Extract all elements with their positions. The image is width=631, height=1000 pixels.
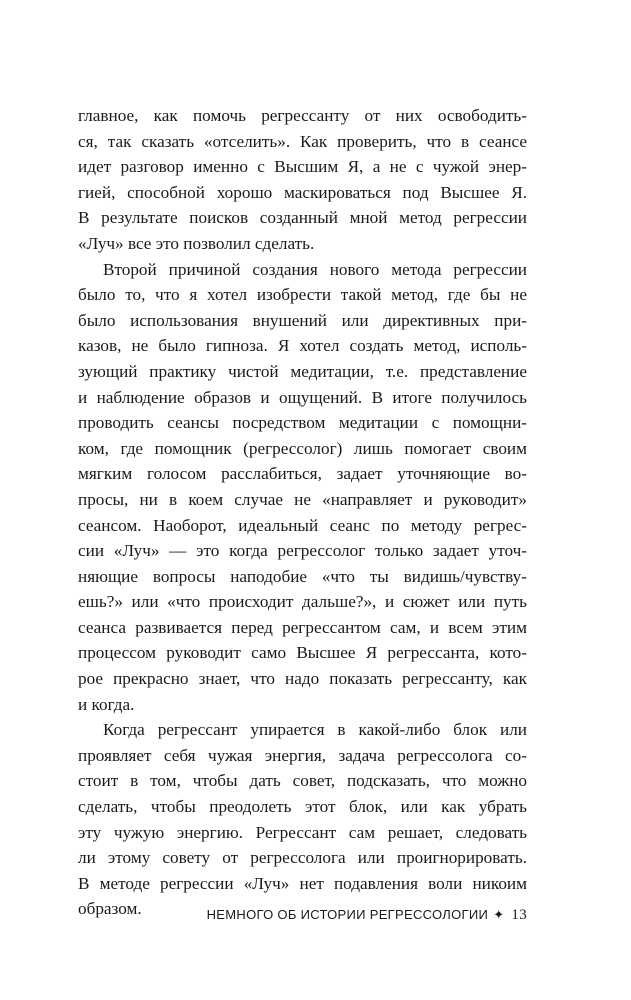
text-line: и когда.	[78, 694, 135, 714]
text-line: рое прекрасно знает, что надо показать регрессанту, как	[78, 669, 527, 689]
text-line: было использования внушений или директивных при-	[78, 310, 527, 330]
text-line: зующий практику чистой медитации, т.е. представление	[78, 361, 527, 381]
text-line: ся, так сказать «отселить». Как проверить, что в сеансе	[78, 131, 527, 151]
text-line: сии «Луч» — это когда регрессолог только задает уточ-	[78, 541, 527, 561]
text-line: идет разговор именно с Высшим Я, а не с чужой энер-	[78, 157, 527, 177]
text-line: было то, что я хотел изобрести такой метод, где бы не	[78, 285, 527, 305]
text-line: проявляет себя чужая энергия, задача регрессолога со-	[78, 745, 527, 765]
text-line: казов, не было гипноза. Я хотел создать метод, исполь-	[78, 336, 527, 356]
ornament-icon: ✦	[493, 907, 505, 922]
text-line: няющие вопросы наподобие «что ты видишь/чувству-	[78, 566, 527, 586]
text-line: гией, способной хорошо маскироваться под Высшее Я.	[78, 182, 527, 202]
text-line: проводить сеансы посредством медитации с помощни-	[78, 413, 527, 433]
text-line: ешь?» или «что происходит дальше?», и сюжет или путь	[78, 592, 527, 612]
text-line: «Луч» все это позволил сделать.	[78, 233, 315, 253]
text-line: Когда регрессант упирается в какой-либо блок или	[103, 720, 527, 740]
body-text	[78, 103, 527, 922]
text-line: стоит в том, чтобы дать совет, подсказать, что можно	[78, 771, 527, 791]
text-line: В методе регрессии «Луч» нет подавления воли никоим	[78, 873, 527, 893]
running-title: НЕМНОГО ОБ ИСТОРИИ РЕГРЕССОЛОГИИ	[206, 907, 489, 922]
text-line: просы, ни в коем случае не «направляет и руководит»	[78, 489, 527, 509]
text-line: сеансом. Наоборот, идеальный сеанс по методу регрес-	[78, 515, 527, 535]
text-line: Второй причиной создания нового метода регрессии	[103, 259, 527, 279]
text-line: ком, где помощник (регрессолог) лишь помогает своим	[78, 438, 527, 458]
text-line: сделать, чтобы преодолеть этот блок, или как убрать	[78, 797, 527, 817]
paragraph	[78, 717, 527, 922]
text-line: главное, как помочь регрессанту от них освободить-	[78, 106, 527, 125]
text-line: В результате поисков созданный мной метод регрессии	[78, 208, 527, 228]
text-line: мягким голосом расслабиться, задает уточняющие во-	[78, 464, 527, 484]
text-line: образом.	[78, 899, 142, 919]
text-line: и наблюдение образов и ощущений. В итоге получилось	[78, 387, 527, 407]
text-line: эту чужую энергию. Регрессант сам решает, следовать	[78, 822, 527, 842]
page-number: 13	[511, 907, 527, 923]
running-footer	[78, 907, 527, 924]
paragraph	[78, 257, 527, 718]
paragraph	[78, 103, 527, 257]
text-line: ли этому совету от регрессолога или проигнорировать.	[78, 848, 527, 868]
text-line: процессом руководит само Высшее Я регрессанта, кото-	[78, 643, 527, 663]
text-line: сеанса развивается перед регрессантом сам, и всем этим	[78, 617, 527, 637]
